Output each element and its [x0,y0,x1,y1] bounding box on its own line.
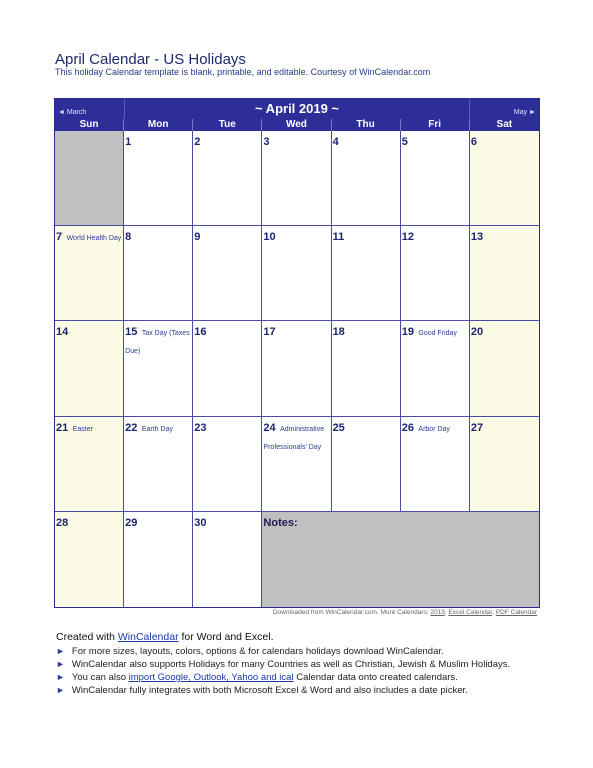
day-number: 28 [56,516,69,529]
day-number: 8 [125,231,132,244]
holiday-label: Earth Day [141,425,173,433]
holiday-label: Easter [72,425,93,433]
day-cell [193,131,262,226]
bullet-text: You can also [71,672,129,683]
weekday-fri: Fri [401,119,470,131]
footer-text: Downloaded from WinCalendar.com. More Calendars: [272,609,431,616]
day-cell [262,417,331,512]
day-number: 23 [194,421,207,434]
list-item [56,658,510,671]
day-number: 13 [470,231,484,244]
day-cell [124,512,193,607]
header-divider [469,99,470,119]
bullet-text: WinCalendar also supports Holidays for many Countries as well as Christian, Jewish & Muslim Holidays. [71,659,511,670]
holiday-label: Administrative Professionals' Day [263,425,325,451]
day-number: 7 [56,231,63,244]
triangle-right-icon: ► [56,672,65,682]
link-excel-calendar[interactable]: Excel Calendar [448,609,493,616]
day-number: 10 [263,231,276,244]
day-cell [401,417,470,512]
day-number: 16 [194,326,207,339]
page-subtitle: This holiday Calendar template is blank, printable, and editable. Courtesy of WinCalendar.com [55,67,431,77]
empty-day-cell [55,131,124,226]
holiday-label: Tax Day (Taxes Due) [125,330,190,356]
day-cell [124,417,193,512]
day-cell [262,321,331,416]
weekday-header-row [55,119,539,131]
list-item [56,671,510,684]
page-title: April Calendar - US Holidays [55,51,246,68]
notes-label: Notes: [263,516,298,529]
day-number: 4 [332,136,339,148]
info-bullet-list [56,645,510,697]
day-number: 22 [125,421,138,434]
day-cell [124,131,193,226]
day-cell [262,226,331,321]
day-number: 6 [470,136,477,148]
day-cell [193,417,262,512]
weekday-wed: Wed [262,119,331,131]
day-number: 12 [401,231,414,244]
day-number: 14 [56,326,69,339]
day-cell [332,321,401,416]
day-number: 5 [401,136,408,148]
link-pdf-calendar[interactable]: PDF Calendar [495,609,537,616]
day-cell [262,131,331,226]
calendar-grid [55,131,539,607]
link-2019[interactable]: 2019 [430,609,445,616]
import-calendars-link[interactable]: import Google, Outlook, Yahoo and ical [128,672,294,683]
download-footer: Downloaded from WinCalendar.com. More Calendars: 2019, Excel Calendar, PDF Calendar [272,609,537,616]
day-cell [55,321,124,416]
notes-area[interactable] [262,512,539,607]
day-number: 30 [194,516,207,529]
created-with-line [56,631,274,643]
day-cell [332,226,401,321]
triangle-right-icon: ► [56,646,65,656]
triangle-right-icon: ► [56,685,65,695]
day-number: 1 [125,136,132,148]
day-number: 26 [401,421,414,434]
day-cell [55,226,124,321]
holiday-label: World Health Day [66,235,122,243]
weekday-mon: Mon [124,119,193,131]
day-number: 11 [332,231,345,244]
day-cell [193,321,262,416]
day-number: 27 [470,421,484,434]
list-item [56,684,510,697]
calendar-table [54,98,540,608]
day-cell [124,226,193,321]
prev-month-link[interactable]: ◄ March [58,109,87,116]
day-number: 25 [332,421,345,434]
day-number: 24 [263,421,276,434]
created-suffix: for Word and Excel. [178,631,274,643]
day-number: 15 [125,326,138,339]
day-cell [401,226,470,321]
bullet-text: WinCalendar fully integrates with both Microsoft Excel & Word and also includes a date picker. [71,685,468,696]
day-cell [470,417,539,512]
day-cell [470,321,539,416]
day-cell [55,417,124,512]
day-cell [124,321,193,416]
day-cell [332,417,401,512]
bullet-text: Calendar data onto created calendars. [293,672,458,683]
day-cell [332,131,401,226]
day-number: 21 [56,421,69,434]
day-cell [470,226,539,321]
weekday-sun: Sun [55,119,124,131]
day-cell [470,131,539,226]
month-title: ~ April 2019 ~ [254,101,340,116]
day-number: 3 [263,136,270,148]
day-cell [193,512,262,607]
day-number: 18 [332,326,345,339]
day-number: 17 [263,326,276,339]
holiday-label: Arbor Day [418,425,450,433]
next-month-link[interactable]: May ► [513,109,536,116]
wincalendar-link[interactable]: WinCalendar [117,631,179,643]
day-cell [193,226,262,321]
day-number: 20 [470,326,484,339]
day-number: 29 [125,516,138,529]
bullet-text: For more sizes, layouts, colors, options & for calendars holidays download WinCalendar. [71,646,444,657]
weekday-tue: Tue [193,119,262,131]
triangle-right-icon: ► [56,659,65,669]
day-cell [401,321,470,416]
created-prefix: Created with [56,631,118,643]
weekday-sat: Sat [470,119,539,131]
day-cell [55,512,124,607]
list-item [56,645,510,658]
weekday-thu: Thu [332,119,401,131]
calendar-header [55,99,539,119]
holiday-label: Good Friday [418,330,457,338]
day-number: 9 [194,231,201,244]
day-number: 2 [194,136,201,148]
day-cell [401,131,470,226]
day-number: 19 [401,326,414,339]
